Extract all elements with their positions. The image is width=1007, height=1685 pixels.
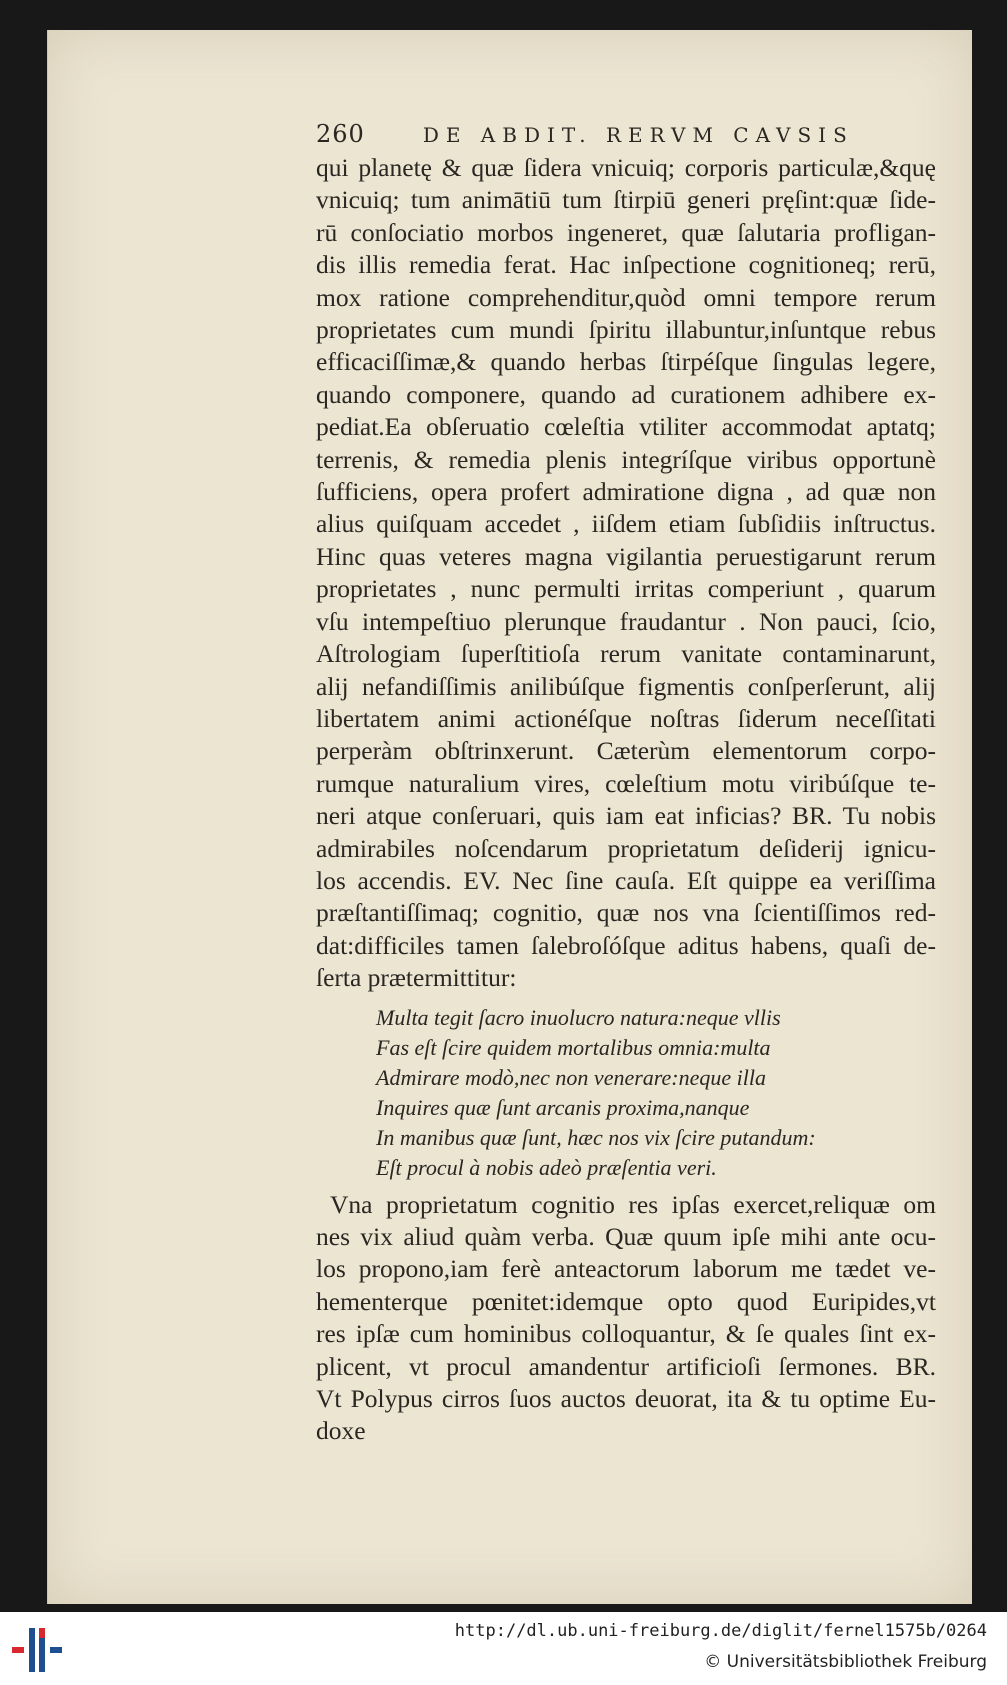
verse-line: Fas eſt ſcire quidem mortalibus omnia:multa [376,1034,771,1060]
text-line: hementerque pœnitet:idemque opto quod Euripides,vt [316,1286,936,1316]
running-head-title: DE ABDIT. RERVM CAVSIS [422,123,854,147]
text-line: dis illis remedia ferat. Hac inſpectione cognitioneq; rerū, [316,250,936,280]
copyright-notice: © Universitätsbibliothek Freiburg [704,1652,987,1672]
text-line: vnicuiq; tum animātiū tum ſtirpiū generi pręſint:quæ ſide- [316,185,936,215]
text-line: plicent, vt procul amandentur artificioſi ſermones. BR. [316,1351,936,1381]
text-line: efficaciſſimæ,& quando herbas ſtirpéſque ſingulas legere, [316,347,936,377]
text-line: proprietates , nunc permulti irritas comperiunt , quarum [316,574,936,604]
body-paragraph [316,152,936,995]
text-line: ſerta prætermittitur: [316,963,517,993]
verse-line: Admirare modò,nec non venerare:neque illa [376,1064,766,1090]
text-line: ſufficiens, opera profert admiratione digna , ad quæ non [316,477,936,507]
verse-line: Multa tegit ſacro inuolucro natura:neque vllis [376,1004,781,1030]
text-line: Aſtrologiam ſuperſtitioſa rerum vanitate contaminarunt, [316,639,936,669]
text-line: terrenis, & remedia plenis integríſque viribus opportunè [316,444,936,474]
text-line: alius quiſquam accedet , iiſdem etiam ſubſidiis inſtructus. [316,509,936,539]
text-line: Hinc quas veteres magna vigilantia peruestigarunt rerum [316,541,936,571]
text-line: Vna proprietatum cognitio res ipſas exercet,reliquæ om [330,1189,936,1219]
text-line: rumque naturalium vires, cœleſtium motu viribúſque te- [316,768,936,798]
source-url[interactable]: http://dl.ub.uni-freiburg.de/diglit/fernel1575b/0264 [454,1621,987,1641]
text-line: dat:difficiles tamen ſalebroſóſque aditus habens, quaſi de- [316,930,936,960]
running-head [316,120,936,152]
verse-line: Eſt procul à nobis adeò præſentia veri. [376,1154,717,1180]
verse-line: In manibus quæ ſunt, hæc nos vix ſcire putandum: [376,1124,816,1150]
text-line: neri atque conſeruari, quis iam eat inficias? BR. Tu nobis [316,801,936,831]
page-text [316,120,936,1448]
text-line: res ipſæ cum hominibus colloquantur, & ſe quales ſint ex- [316,1319,936,1349]
verse-line: Inquires quæ ſunt arcanis proxima,nanque [376,1094,750,1120]
text-line: alij nefandiſſimis anilibúſque figmentis conſperſerunt, alij [316,671,936,701]
text-line: mox ratione comprehenditur,quòd omni tempore rerum [316,282,936,312]
text-line: los propono,iam ferè anteactorum laborum me tædet ve- [316,1254,936,1284]
book-page [47,30,972,1604]
ub-freiburg-logo-icon [12,1626,62,1674]
text-line: pediat.Ea obſeruatio cœleſtia vtiliter accommodat aptatq; [316,412,936,442]
text-line: Vt Polypus cirros ſuos auctos deuorat, ita & tu optime Eu- [316,1384,936,1413]
text-line: præſtantiſſimaq; cognitio, quæ nos vna ſcientiſſimos red- [316,898,936,928]
text-line: qui planetę & quæ ſidera vnicuiq; corporis particulæ,&quę [316,153,936,182]
text-line: quando componere, quando ad curationem adhibere ex- [316,379,936,409]
text-line: nes vix aliud quàm verba. Quæ quum ipſe mihi ante ocu- [316,1221,936,1251]
page-number: 260 [316,120,365,148]
text-line: doxe [316,1416,366,1446]
body-paragraph-continued [316,1189,936,1448]
text-line: admirabiles noſcendarum proprietatum deſiderij ignicu- [316,833,936,863]
text-line: rū conſociatio morbos ingeneret, quæ ſalutaria profligan- [316,217,936,247]
text-line: los accendis. EV. Nec ſine cauſa. Eſt quippe ea veriſſima [316,865,936,895]
text-line: proprietates cum mundi ſpiritu illabuntur,inſuntque rebus [316,315,936,345]
footer-bar [0,1612,1007,1685]
text-line: perperàm obſtrinxerunt. Cæterùm elementorum corpo- [316,736,936,766]
verse-quotation [316,1003,936,1183]
text-line: libertatem animi actionéſque noſtras ſiderum neceſſitati [316,703,936,733]
text-line: vſu intempeſtiuo plerunque fraudantur . Non pauci, ſcio, [316,606,936,636]
